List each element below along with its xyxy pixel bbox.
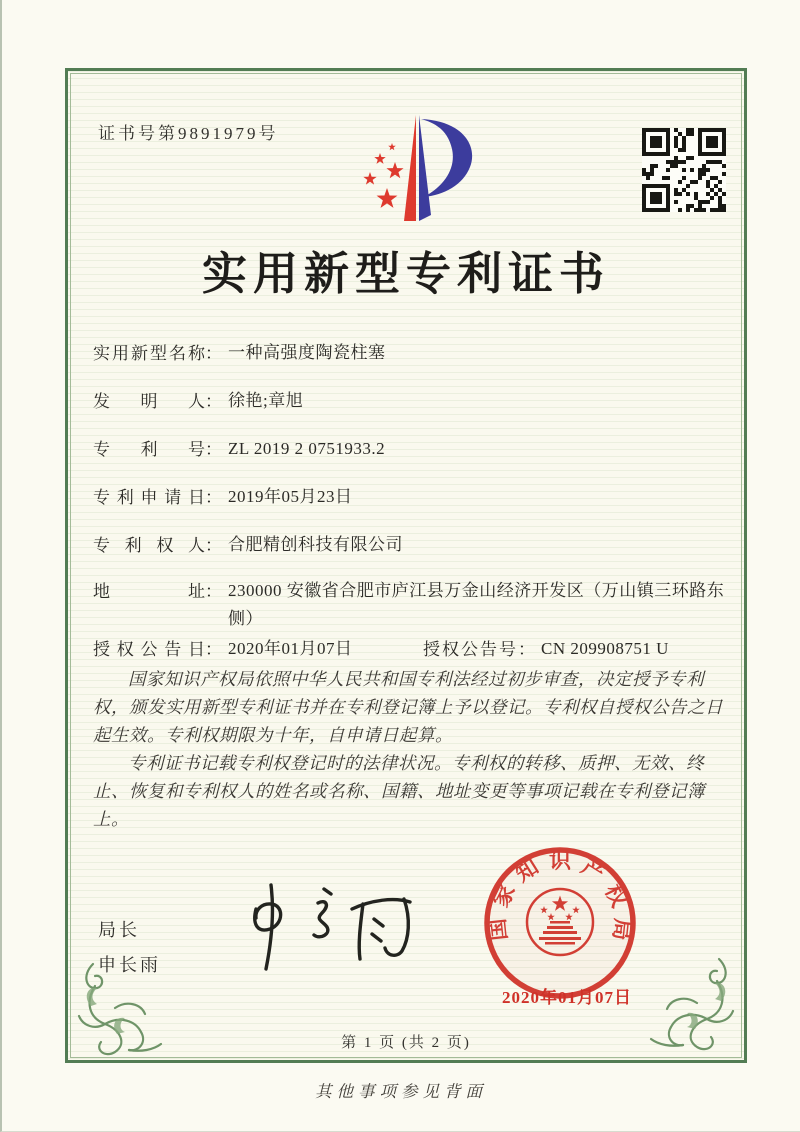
field-value: 徐艳;章旭 <box>228 391 304 410</box>
qr-code <box>642 128 726 212</box>
field-label: 专利申请日 <box>93 488 205 507</box>
field-label: 授权公告号 <box>423 640 518 659</box>
legal-text <box>93 665 723 833</box>
field-grant-row: 授权公告日： 2020年01月07日 授权公告号： CN 209908751 U <box>93 635 353 663</box>
field-inventor: 发明人： 徐艳;章旭 <box>93 387 303 415</box>
seal-char: 权 <box>600 880 633 911</box>
field-label: 专利号 <box>93 440 205 459</box>
field-value: 合肥精创科技有限公司 <box>228 535 403 554</box>
seal-char: 家 <box>487 880 520 911</box>
field-value: 230000 安徽省合肥市庐江县万金山经济开发区（万山镇三环路东侧） <box>228 581 725 628</box>
field-label: 专利权人 <box>93 536 205 555</box>
seal-char: 局 <box>608 917 636 942</box>
field-value: 2019年05月23日 <box>228 487 353 506</box>
field-filing-date: 专利申请日： 2019年05月23日 <box>93 483 353 511</box>
seal-char: 产 <box>577 853 610 887</box>
field-value: 一种高强度陶瓷柱塞 <box>228 343 386 362</box>
seal-char: 知 <box>510 853 543 887</box>
signature-handwriting-icon <box>226 877 436 977</box>
field-label: 发明人 <box>93 392 205 411</box>
field-label: 授权公告日 <box>93 640 205 659</box>
field-patent-number: 专利号： ZL 2019 2 0751933.2 <box>93 435 385 463</box>
seal-date: 2020年01月07日 <box>502 988 632 1007</box>
seal-char: 识 <box>548 848 572 873</box>
field-value: ZL 2019 2 0751933.2 <box>228 439 386 458</box>
legal-paragraph-2: 专利证书记载专利权登记时的法律状况。专利权的转移、质押、无效、终止、恢复和专利权人的姓名或名称、国籍、地址变更等事项记载在专利登记簿上。 <box>93 753 705 829</box>
certificate-number: 证书号第9891979号 <box>98 124 279 143</box>
back-note: 其他事项参见背面 <box>315 1082 487 1101</box>
legal-paragraph-1: 国家知识产权局依照中华人民共和国专利法经过初步审查，决定授予专利权，颁发实用新型专利证书并在专利登记簿上予以登记。专利权自授权公告之日起生效。专利权期限为十年，自申请日起算。 <box>93 669 723 745</box>
field-value: 2020年01月07日 <box>228 639 353 658</box>
field-utility-model-name: 实用新型名称： 一种高强度陶瓷柱塞 <box>93 339 386 367</box>
corner-ornament-left-icon <box>71 960 163 1056</box>
certificate-title: 实用新型专利证书 <box>201 249 610 299</box>
field-value: CN 209908751 U <box>541 639 669 658</box>
field-grant-number: 授权公告号： CN 209908751 U <box>423 635 622 663</box>
signatory-name: 申长雨 <box>98 955 161 975</box>
corner-ornament-right-icon <box>649 950 741 1056</box>
field-label: 实用新型名称 <box>93 344 205 363</box>
field-address: 地址： 230000 安徽省合肥市庐江县万金山经济开发区（万山镇三环路东侧） <box>93 577 725 633</box>
field-label: 地址 <box>93 582 205 601</box>
seal-char: 国 <box>484 917 512 942</box>
field-patentee: 专利权人： 合肥精创科技有限公司 <box>93 531 403 559</box>
cnipa-logo-icon <box>340 103 482 231</box>
certificate-frame <box>65 68 747 1063</box>
signatory-title: 局长 <box>98 920 140 940</box>
page-number: 第 1 页 (共 2 页) <box>341 1035 471 1051</box>
